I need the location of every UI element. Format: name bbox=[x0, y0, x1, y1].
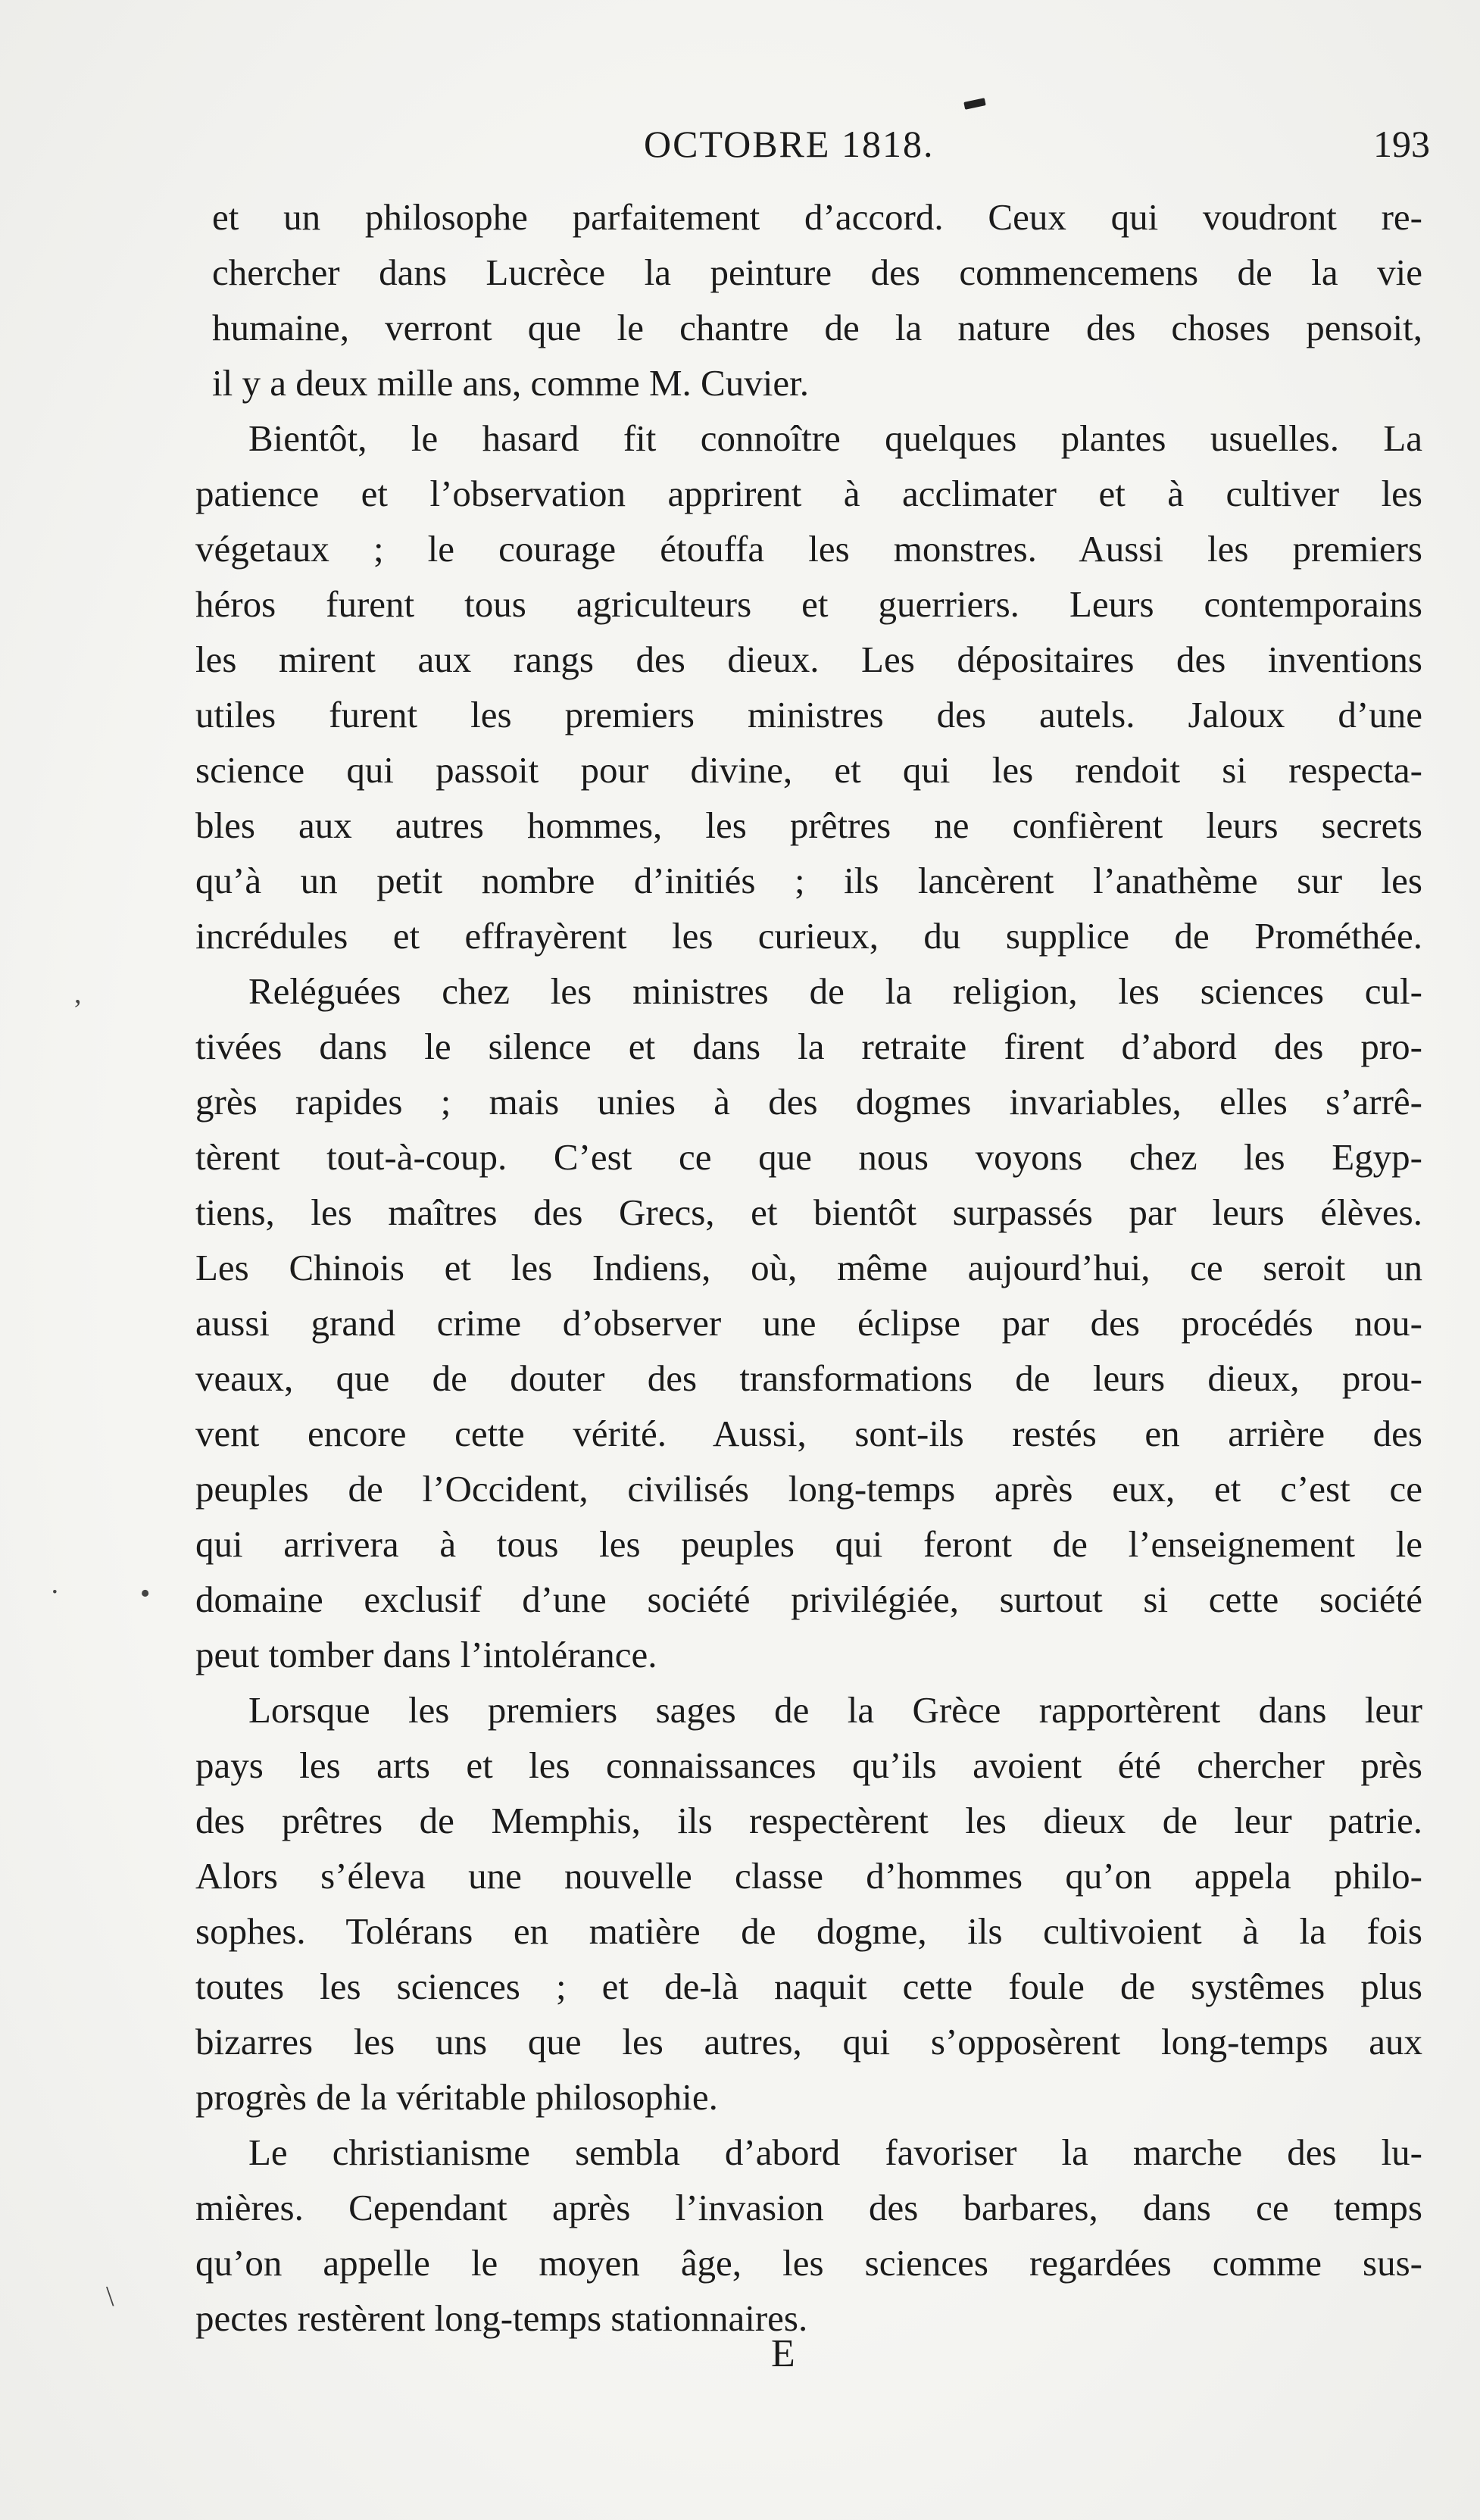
page-number: 193 bbox=[1373, 123, 1430, 165]
paragraph bbox=[195, 411, 1422, 963]
text-line: qu’à un petit nombre d’initiés ; ils lancèrent l’anathème sur les bbox=[195, 860, 1422, 901]
text-line: les mirent aux rangs des dieux. Les dépositaires des inventions bbox=[195, 639, 1422, 680]
ink-mark: , bbox=[74, 978, 82, 1010]
text-line: des prêtres de Memphis, ils respectèrent les dieux de leur patrie. bbox=[195, 1800, 1422, 1841]
text-line: mières. Cependant après l’invasion des barbares, dans ce temps bbox=[195, 2187, 1422, 2228]
text-line: toutes les sciences ; et de-là naquit cette foule de systêmes plus bbox=[195, 1966, 1422, 2007]
text-line: qu’on appelle le moyen âge, les sciences regardées comme sus- bbox=[195, 2242, 1422, 2284]
paragraph bbox=[195, 2125, 1422, 2346]
text-line: bizarres les uns que les autres, qui s’opposèrent long-temps aux bbox=[195, 2021, 1422, 2063]
text-line: Les Chinois et les Indiens, où, même aujourd’hui, ce seroit un bbox=[195, 1247, 1422, 1288]
body-text bbox=[195, 189, 1422, 2346]
text-line: qui arrivera à tous les peuples qui feront de l’enseignement le bbox=[195, 1523, 1422, 1565]
paragraph bbox=[212, 189, 1422, 411]
text-line: humaine, verront que le chantre de la nature des choses pensoit, bbox=[212, 307, 1422, 348]
text-line: et un philosophe parfaitement d’accord. Ceux qui voudront re- bbox=[212, 196, 1422, 238]
text-line: science qui passoit pour divine, et qui les rendoit si respecta- bbox=[195, 749, 1422, 791]
running-head: OCTOBRE 1818. bbox=[644, 123, 935, 165]
text-line: tèrent tout-à-coup. C’est ce que nous voyons chez les Egyp- bbox=[195, 1136, 1422, 1178]
signature-mark: E bbox=[771, 2332, 795, 2375]
text-line: Alors s’éleva une nouvelle classe d’hommes qu’on appela philo- bbox=[195, 1855, 1422, 1897]
page-header bbox=[485, 114, 1439, 174]
text-line: Bientôt, le hasard fit connoître quelques plantes usuelles. La bbox=[248, 417, 1422, 459]
text-line: pectes restèrent long-temps stationnaires. bbox=[195, 2297, 808, 2339]
text-line: progrès de la véritable philosophie. bbox=[195, 2076, 718, 2118]
text-line: peut tomber dans l’intolérance. bbox=[195, 1634, 657, 1675]
text-line: veaux, que de douter des transformations de leurs dieux, prou- bbox=[195, 1357, 1422, 1399]
text-line: chercher dans Lucrèce la peinture des commencemens de la vie bbox=[212, 251, 1422, 293]
text-line: patience et l’observation apprirent à acclimater et à cultiver les bbox=[195, 473, 1422, 514]
text-line: grès rapides ; mais unies à des dogmes invariables, elles s’arrê- bbox=[195, 1081, 1422, 1123]
text-line: domaine exclusif d’une société privilégiée, surtout si cette société bbox=[195, 1579, 1422, 1620]
text-line: vent encore cette vérité. Aussi, sont-ils restés en arrière des bbox=[195, 1413, 1422, 1454]
text-line: sophes. Tolérans en matière de dogme, ils cultivoient à la fois bbox=[195, 1910, 1422, 1952]
text-line: tivées dans le silence et dans la retraite firent d’abord des pro- bbox=[195, 1026, 1422, 1067]
text-line: Lorsque les premiers sages de la Grèce rapportèrent dans leur bbox=[248, 1689, 1422, 1731]
paragraph bbox=[195, 963, 1422, 1682]
paragraph bbox=[195, 1682, 1422, 2125]
ink-mark: • bbox=[140, 1578, 151, 1610]
text-line: il y a deux mille ans, comme M. Cuvier. bbox=[212, 362, 809, 404]
text-line: utiles furent les premiers ministres des autels. Jaloux d’une bbox=[195, 694, 1422, 735]
text-line: peuples de l’Occident, civilisés long-temps après eux, et c’est ce bbox=[195, 1468, 1422, 1510]
text-line: végetaux ; le courage étouffa les monstres. Aussi les premiers bbox=[195, 528, 1422, 570]
ink-mark: · bbox=[50, 1576, 60, 1608]
text-line: bles aux autres hommes, les prêtres ne confièrent leurs secrets bbox=[195, 804, 1422, 846]
text-line: incrédules et effrayèrent les curieux, du supplice de Prométhée. bbox=[195, 915, 1422, 957]
text-line: pays les arts et les connaissances qu’ils avoient été chercher près bbox=[195, 1744, 1422, 1786]
ink-mark: \ bbox=[106, 2281, 114, 2312]
text-line: tiens, les maîtres des Grecs, et bientôt surpassés par leurs élèves. bbox=[195, 1191, 1422, 1233]
text-line: héros furent tous agriculteurs et guerriers. Leurs contemporains bbox=[195, 583, 1422, 625]
ink-mark bbox=[963, 98, 985, 110]
text-line: Le christianisme sembla d’abord favoriser la marche des lu- bbox=[248, 2131, 1422, 2173]
text-line: Reléguées chez les ministres de la religion, les sciences cul- bbox=[248, 970, 1422, 1012]
text-line: aussi grand crime d’observer une éclipse par des procédés nou- bbox=[195, 1302, 1422, 1344]
